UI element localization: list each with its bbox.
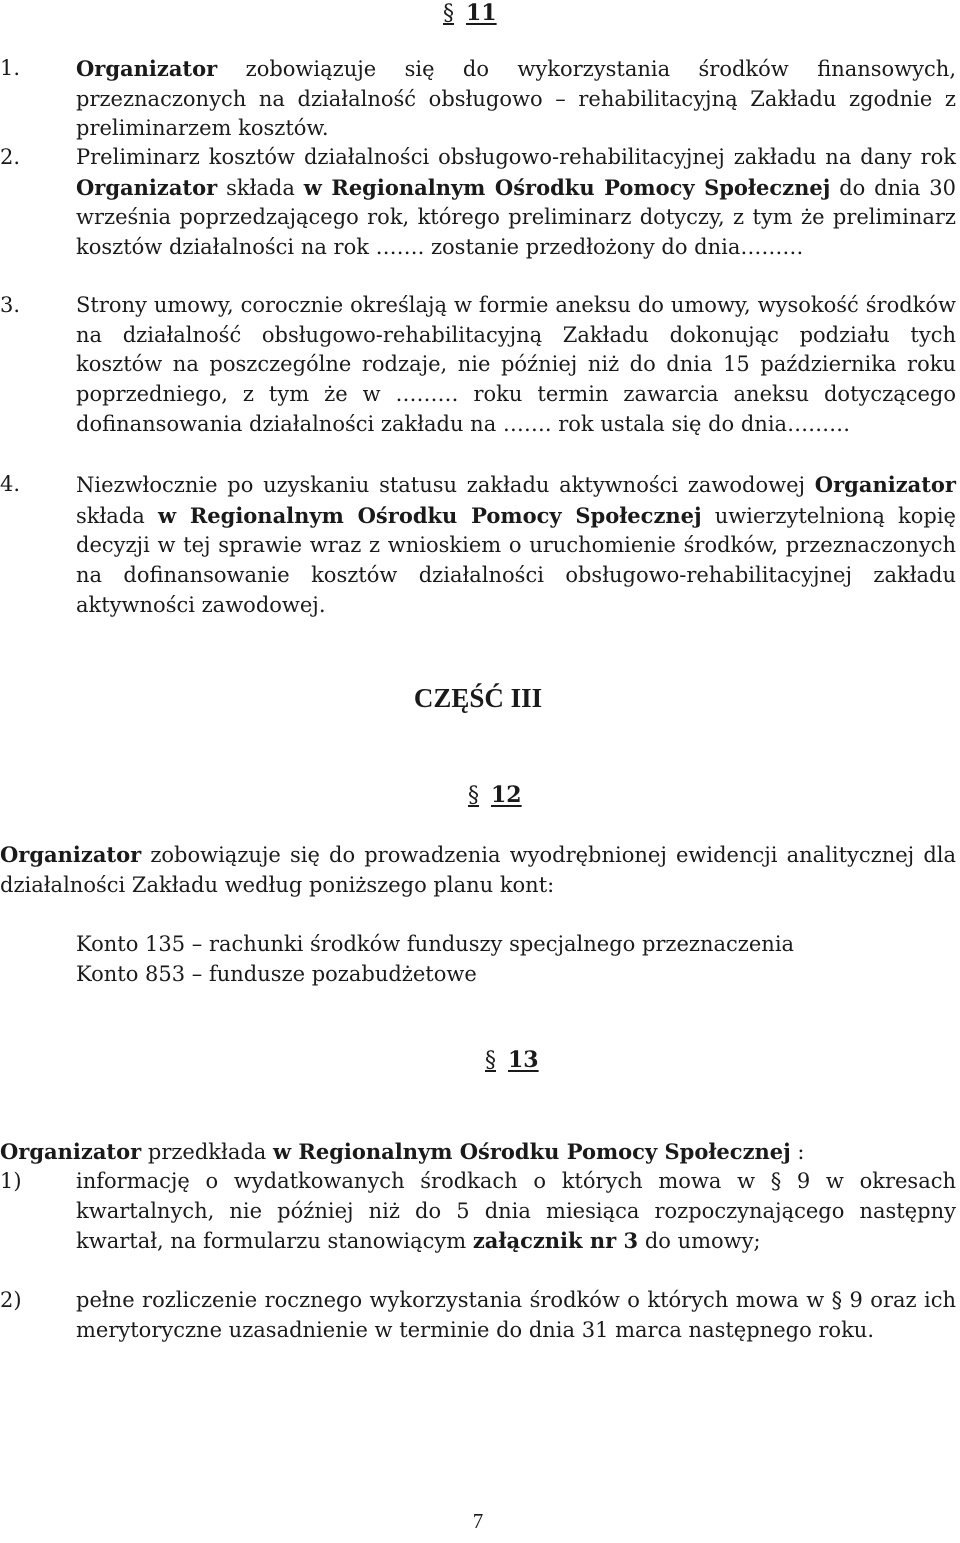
section-11-item-3 — [0, 291, 956, 440]
item-number: 3. — [0, 293, 21, 317]
account-item: Konto 135 – rachunki środków funduszy specjalnego przeznaczenia — [76, 932, 795, 956]
section-12-heading: § 12 — [468, 782, 522, 808]
item-text: pełne rozliczenie rocznego wykorzystania środków o których mowa w § 9 oraz ich merytoryczne uzasadnienie w terminie do dnia 31 marca następnego roku. — [76, 1288, 956, 1342]
item-text: Organizator zobowiązuje się do wykorzystania środków finansowych, przeznaczonych na działalność obsługowo – rehabilitacyjną Zakładu zgodnie z preliminarzem kosztów. — [76, 56, 956, 141]
item-number: 1) — [0, 1169, 22, 1193]
section-13-item-1 — [0, 1167, 956, 1257]
item-number: 4. — [0, 472, 21, 496]
item-text: Niezwłocznie po uzyskaniu statusu zakładu aktywności zawodowej Organizator składa w Regionalnym Ośrodku Pomocy Społecznej uwierzytelnioną kopię decyzji w tej sprawie wraz z wnioskiem o uruchomienie środków, przeznaczonych na dofinansowanie kosztów działalności obsługowo-rehabilitacyjnej zakładu aktywności zawodowej. — [76, 472, 956, 617]
item-text: informację o wydatkowanych środkach o których mowa w § 9 w okresach kwartalnych, nie później niż do 5 dnia miesiąca rozpoczynającego następny kwartał, na formularzu stanowiącym załącznik nr 3 do umowy; — [76, 1169, 956, 1254]
section-11-item-1 — [0, 54, 956, 144]
section-13-item-2 — [0, 1286, 956, 1345]
item-text: Preliminarz kosztów działalności obsługowo-rehabilitacyjnej zakładu na dany rok Organizator składa w Regionalnym Ośrodku Pomocy Społecznej do dnia 30 września poprzedzającego rok, którego preliminarz dotyczy, z tym że preliminarz kosztów działalności na rok ……. zostanie przedłożony do dnia……… — [76, 145, 956, 260]
section-13-heading: § 13 — [485, 1047, 539, 1073]
part-heading: CZĘŚĆ III — [413, 683, 543, 713]
section-12-text: Organizator zobowiązuje się do prowadzenia wyodrębnionej ewidencji analitycznej dla działalności Zakładu według poniższego planu kont: — [0, 842, 956, 897]
section-13-intro: Organizator przedkłada w Regionalnym Ośrodku Pomocy Społecznej : — [0, 1139, 805, 1164]
page-number: 7 — [472, 1509, 484, 1533]
item-text: Strony umowy, corocznie określają w formie aneksu do umowy, wysokość środków na działalność obsługowo-rehabilitacyjną Zakładu dokonując podziału tych kosztów na poszczególne rodzaje, nie później niż do dnia 15 października roku poprzedniego, z tym że w ……… roku termin zawarcia aneksu dotyczącego dofinansowania działalności zakładu na ……. rok ustala się do dnia……… — [76, 293, 956, 436]
section-11-item-4 — [0, 470, 956, 621]
account-item: Konto 853 – fundusze pozabudżetowe — [76, 961, 477, 986]
item-number: 1. — [0, 56, 21, 80]
section-11-item-2 — [0, 143, 956, 263]
section-11-heading: § 11 — [443, 0, 497, 26]
item-number: 2. — [0, 145, 21, 169]
item-number: 2) — [0, 1288, 22, 1312]
account-list — [76, 930, 794, 989]
